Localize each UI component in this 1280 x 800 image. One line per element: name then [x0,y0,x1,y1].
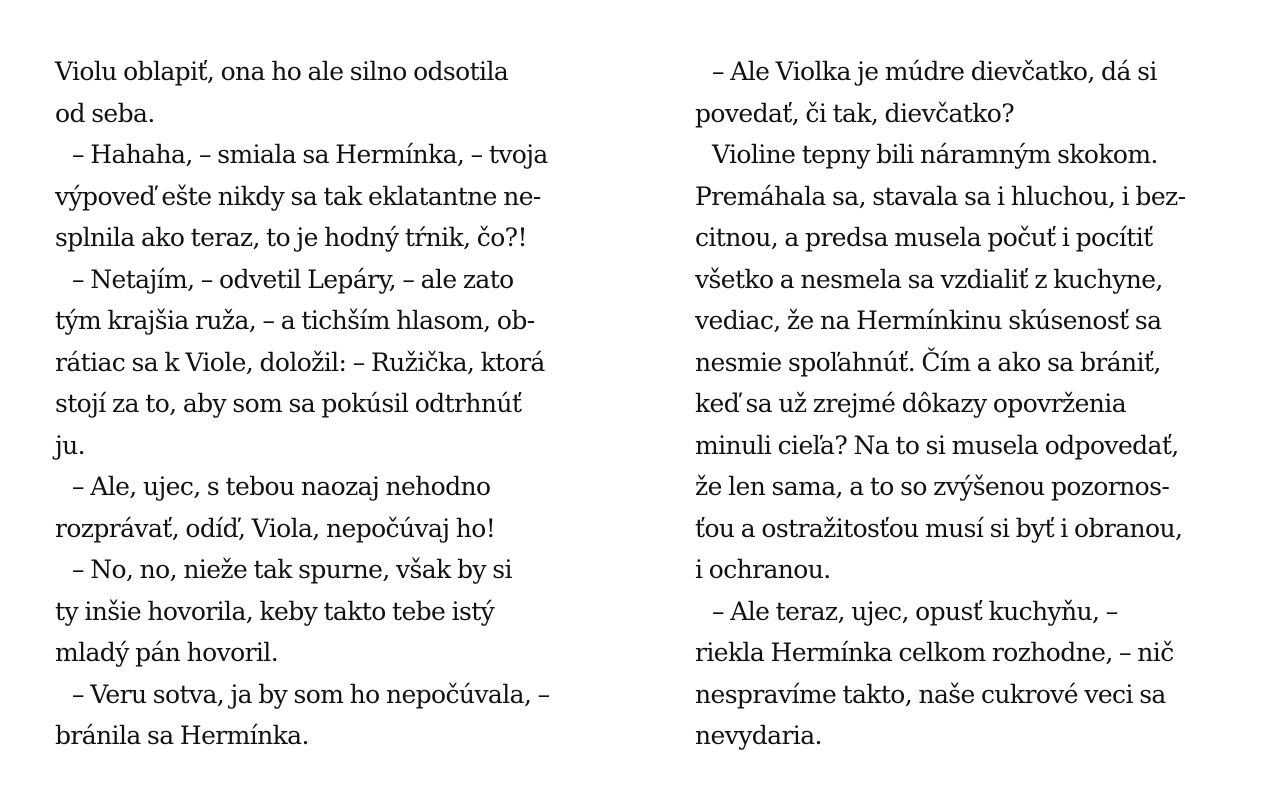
text-line: rozprávať, odíď, Viola, nepočúvaj ho! [55,513,496,543]
text-line: vediac, že na Hermínkinu skúsenosť sa [695,306,1162,335]
text-line: – Netajím, – odvetil Lepáry, – ale zato [72,264,514,294]
text-line: že len sama, a to so zvýšenou pozornos- [695,472,1170,501]
text-line: nespravíme takto, naše cukrové veci sa [695,679,1166,709]
text-line: citnou, a predsa musela počuť i pocítiť [695,223,1153,252]
text-line: stojí za to, aby som sa pokúsil odtrhnúť [55,389,522,418]
text-line: Premáhala sa, stavala sa i hluchou, i bez- [695,181,1186,211]
text-line: bránila sa Hermínka. [55,721,309,750]
text-line: – Hahaha, – smiala sa Hermínka, – tvoja [72,140,548,169]
text-line: od seba. [55,98,155,128]
text-line: povedať, či tak, dievčatko? [695,98,1015,128]
text-line: – Ale Violka je múdre dievčatko, dá si [712,57,1157,86]
text-line: ju. [55,430,85,460]
text-line: nevydaria. [695,721,822,750]
text-line: rátiac sa k Viole, doložil: – Ružička, ktorá [55,347,545,377]
text-line: keď sa už zrejmé dôkazy opovrženia [695,389,1127,418]
text-line: splnila ako teraz, to je hodný tŕnik, čo?! [55,223,527,252]
text-line: nesmie spoľahnúť. Čím a ako sa brániť, [695,347,1161,377]
text-line: Violu oblapiť, ona ho ale silno odsotila [55,57,509,86]
text-line: výpoveď ešte nikdy sa tak eklatantne ne- [55,181,541,211]
text-line: mladý pán hovoril. [55,638,279,667]
text-line: – Ale teraz, ujec, opusť kuchyňu, – [712,596,1118,626]
text-line: – Veru sotva, ja by som ho nepočúvala, – [72,679,550,709]
text-line: riekla Hermínka celkom rozhodne, – nič [695,638,1174,667]
text-line: tým krajšia ruža, – a tichším hlasom, ob- [55,306,535,335]
text-line: – Ale, ujec, s tebou naozaj nehodno [72,472,491,501]
text-line: minuli cieľa? Na to si musela odpovedať, [695,430,1179,460]
text-line: ťou a ostražitosťou musí si byť i obranou, [695,513,1183,543]
left-page [55,51,595,757]
right-page [695,51,1235,757]
text-line: Violine tepny bili náramným skokom. [712,140,1158,169]
text-line: i ochranou. [695,555,831,584]
text-line: ty inšie hovorila, keby takto tebe istý [55,596,495,626]
text-line: – No, no, nieže tak spurne, však by si [72,555,512,584]
text-line: všetko a nesmela sa vzdialiť z kuchyne, [695,264,1163,294]
